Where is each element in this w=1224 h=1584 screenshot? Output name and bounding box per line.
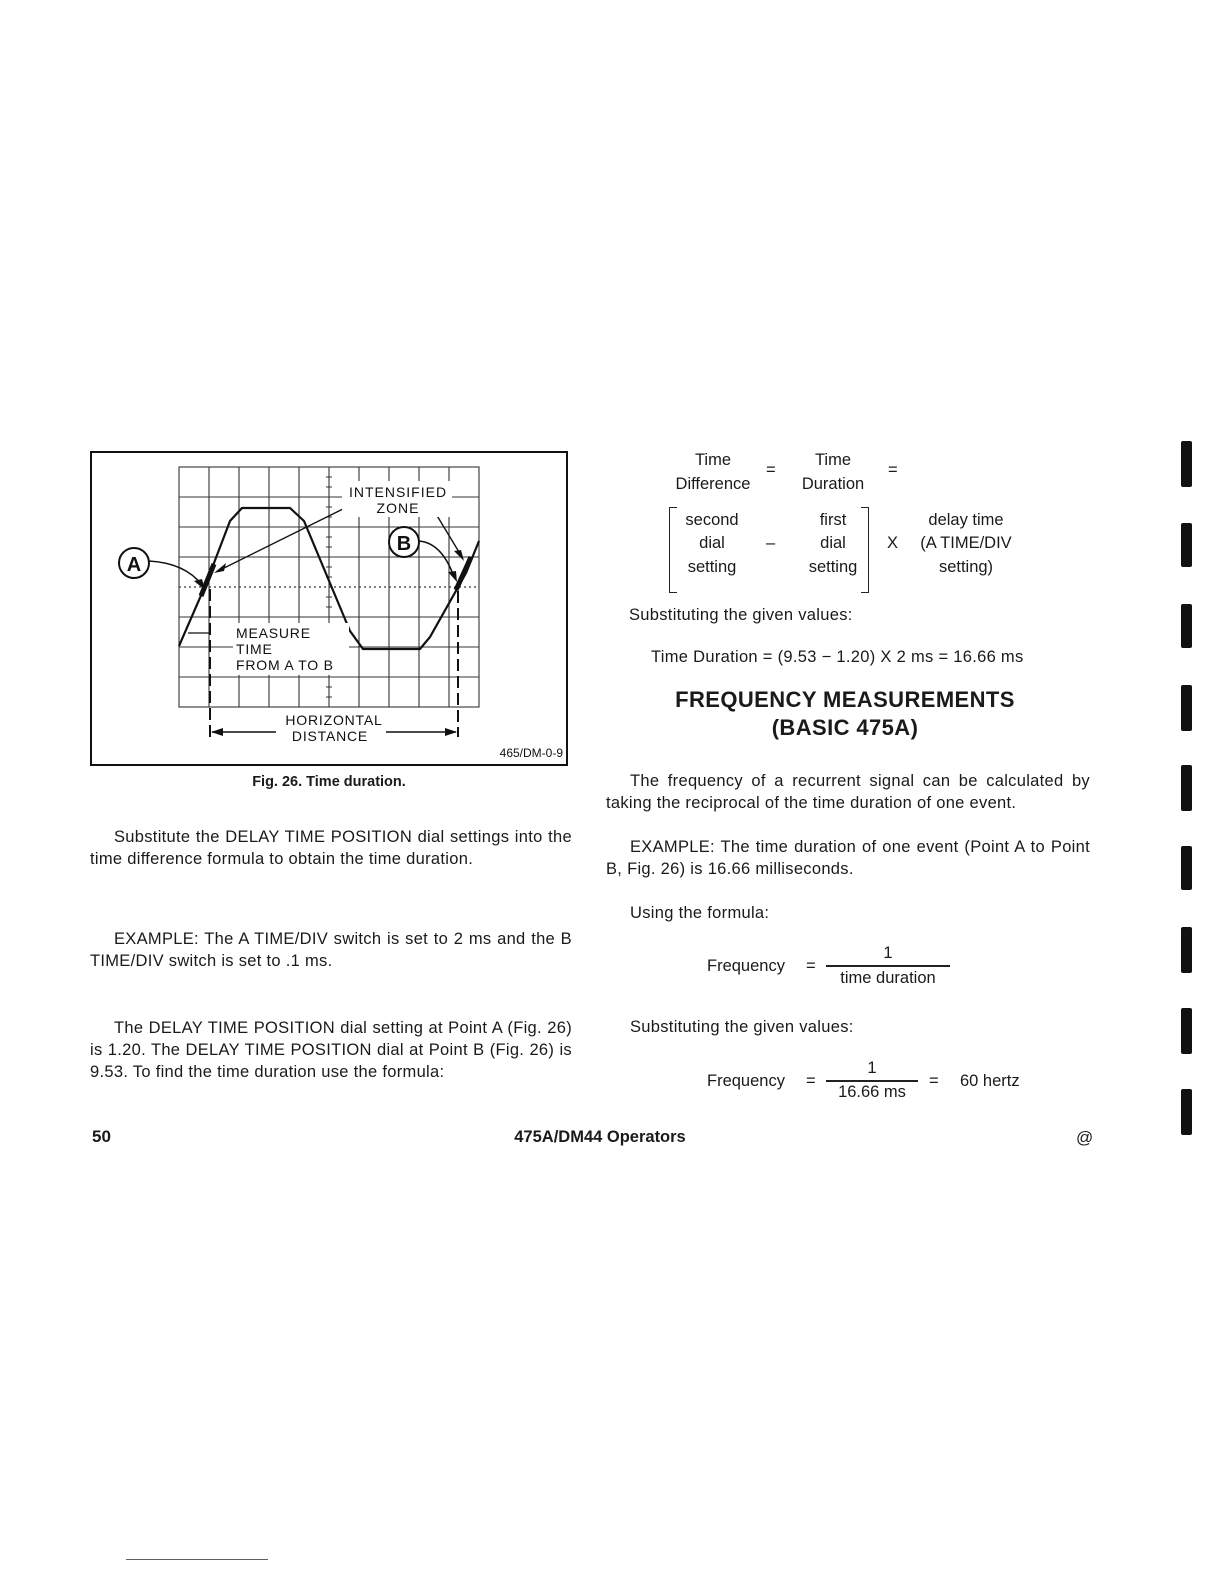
frequency-result: 60 hertz [960,1072,1020,1090]
binder-mark [1181,685,1192,731]
using-formula: Using the formula: [630,904,770,922]
frequency-equals-1: = [806,957,816,975]
time-difference-word-1: Time [694,451,732,469]
frequency-numerator-2: 1 [867,1059,877,1077]
substituting-2: Substituting the given values: [630,1018,854,1036]
first-dial-1: first [819,511,847,529]
equals-sign-2: = [888,461,898,479]
binder-mark [1181,441,1192,487]
time-difference-word-2: Difference [675,475,751,493]
horizontal-label-1: HORIZONTAL [285,712,383,728]
frequency-label-1: Frequency [707,957,785,975]
equals-sign-1: = [766,461,776,479]
binder-mark [1181,523,1192,567]
substituting-1: Substituting the given values: [629,606,853,624]
delay-time-3: setting) [938,558,994,576]
frequency-equals-2: = [806,1072,816,1090]
time-duration-word-2: Duration [801,475,865,493]
binder-mark [1181,1089,1192,1135]
time-duration-calculation: Time Duration = (9.53 − 1.20) X 2 ms = 16.66 ms [651,648,1024,666]
oscilloscope-diagram [90,451,568,766]
delay-time-1: delay time [928,511,1004,529]
second-dial-1: second [685,511,739,529]
figure-code: 465/DM-0-9 [499,746,563,760]
measure-label-2: TIME [236,641,273,657]
multiply-sign: X [887,534,899,552]
frequency-label-2: Frequency [707,1072,785,1090]
intensified-label-2: ZONE [376,500,420,516]
frequency-numerator-1: 1 [883,944,893,962]
page-number: 50 [92,1127,111,1146]
first-dial-3: setting [808,558,858,576]
minus-sign: – [766,534,776,552]
label-a: A [126,554,142,576]
binder-mark [1181,927,1192,973]
intensified-zone-b [456,557,471,590]
figure-time-duration [90,451,568,766]
intensified-zone-a [201,564,214,596]
binder-mark [1181,1008,1192,1054]
fraction-bar-2 [826,1080,918,1082]
binder-mark [1181,765,1192,811]
left-paragraph-1: Substitute the DELAY TIME POSITION dial settings into the time difference formula to obtain the time duration. [90,828,572,868]
binder-mark [1181,604,1192,648]
heading-line-2: (BASIC 475A) [771,715,919,740]
bottom-rule [126,1559,268,1560]
frequency-denominator-2: 16.66 ms [838,1083,906,1101]
intensified-label-1: INTENSIFIED [348,484,448,500]
footer-title: 475A/DM44 Operators [514,1128,686,1146]
second-dial-2: dial [699,534,725,552]
frequency-denominator-1: time duration [840,969,936,987]
footer-symbol: @ [1076,1128,1094,1147]
fraction-bar-1 [826,965,950,967]
second-dial-3: setting [687,558,737,576]
time-duration-word-1: Time [814,451,852,469]
measure-label-3: FROM A TO B [236,657,334,673]
figure-caption: Fig. 26. Time duration. [252,774,406,790]
first-dial-2: dial [820,534,846,552]
binder-mark [1181,846,1192,890]
delay-time-2: (A TIME/DIV [920,534,1012,552]
frequency-equals-3: = [929,1072,939,1090]
label-b: B [396,533,412,555]
measure-label-1: MEASURE [236,625,311,641]
heading-line-1: FREQUENCY MEASUREMENTS [675,687,1015,712]
right-paragraph-2: EXAMPLE: The time duration of one event (Point A to Point B, Fig. 26) is 16.66 milliseconds. [606,838,1090,878]
left-paragraph-3: The DELAY TIME POSITION dial setting at Point A (Fig. 26) is 1.20. The DELAY TIME POSITION dial at Point B (Fig. 26) is 9.53. To find the time duration use the formula: [90,1019,572,1081]
left-paragraph-2: EXAMPLE: The A TIME/DIV switch is set to 2 ms and the B TIME/DIV switch is set to .1 ms. [90,930,572,970]
horizontal-label-2: DISTANCE [291,728,369,744]
right-paragraph-1: The frequency of a recurrent signal can be calculated by taking the reciprocal of the time duration of one event. [606,772,1090,812]
